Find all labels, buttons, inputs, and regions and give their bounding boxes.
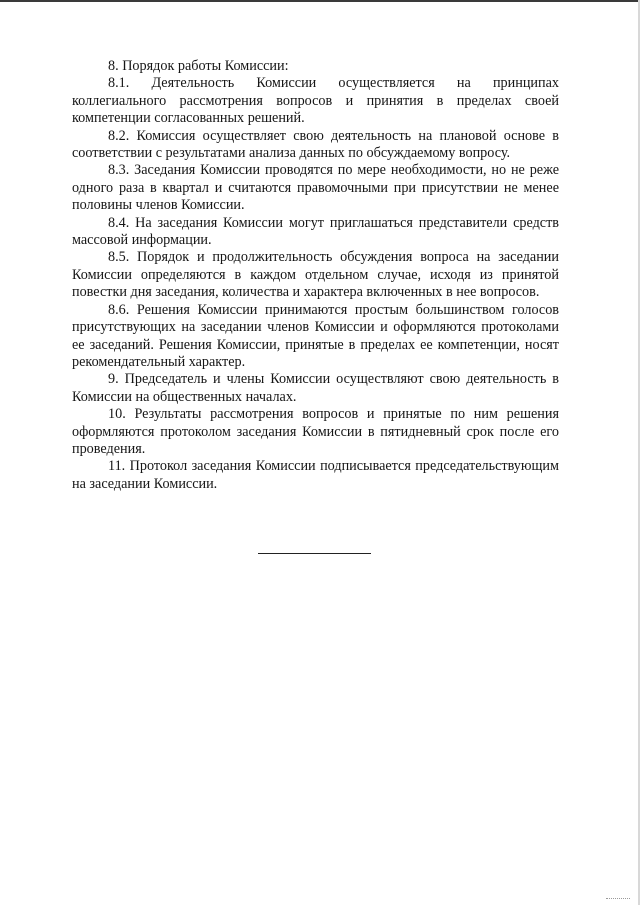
scan-top-border bbox=[0, 0, 640, 2]
document-page bbox=[72, 58, 559, 493]
paragraph-8-2: 8.2. Комиссия осуществляет свою деятельность на плановой основе в соответствии с результатами анализа данных по обсуждаемому вопросу. bbox=[72, 127, 559, 162]
paragraph-9: 9. Председатель и члены Комиссии осуществляют свою деятельность в Комиссии на общественных началах. bbox=[72, 371, 559, 405]
paragraph-8-4: 8.4. На заседания Комиссии могут приглашаться представители средств массовой информации. bbox=[72, 214, 559, 249]
paragraph-10: 10. Результаты рассмотрения вопросов и принятые по ним решения оформляются протоколом заседания Комиссии в пятидневный срок после его проведения. bbox=[72, 406, 559, 457]
paragraph-8-5: 8.5. Порядок и продолжительность обсуждения вопроса на заседании Комиссии определяются в каждом отдельном случае, исходя из принятой повестки дня заседания, количества и характера включенных в нее вопросов. bbox=[72, 249, 559, 301]
end-of-text-line bbox=[258, 553, 371, 554]
paragraph-8-6: 8.6. Решения Комиссии принимаются простым большинством голосов присутствующих на заседании членов Комиссии и оформляются протоколами ее заседаний. Решения Комиссии, принятые в пределах ее компетенции, носят рекомендательный характер. bbox=[72, 301, 559, 370]
section-heading-8: 8. Порядок работы Комиссии: bbox=[108, 58, 289, 74]
paragraph-8-1: 8.1. Деятельность Комиссии осуществляется на принципах коллегиального рассмотрения вопросов и принятия в пределах своей компетенции согласованных решений. bbox=[72, 75, 559, 127]
paragraph-11: 11. Протокол заседания Комиссии подписывается председательствующим на заседании Комиссии. bbox=[72, 458, 559, 492]
scan-artifact bbox=[606, 898, 630, 901]
paragraph-8-3: 8.3. Заседания Комиссии проводятся по мере необходимости, но не реже одного раза в квартал и считаются правомочными при присутствии не менее половины членов Комиссии. bbox=[72, 162, 559, 214]
